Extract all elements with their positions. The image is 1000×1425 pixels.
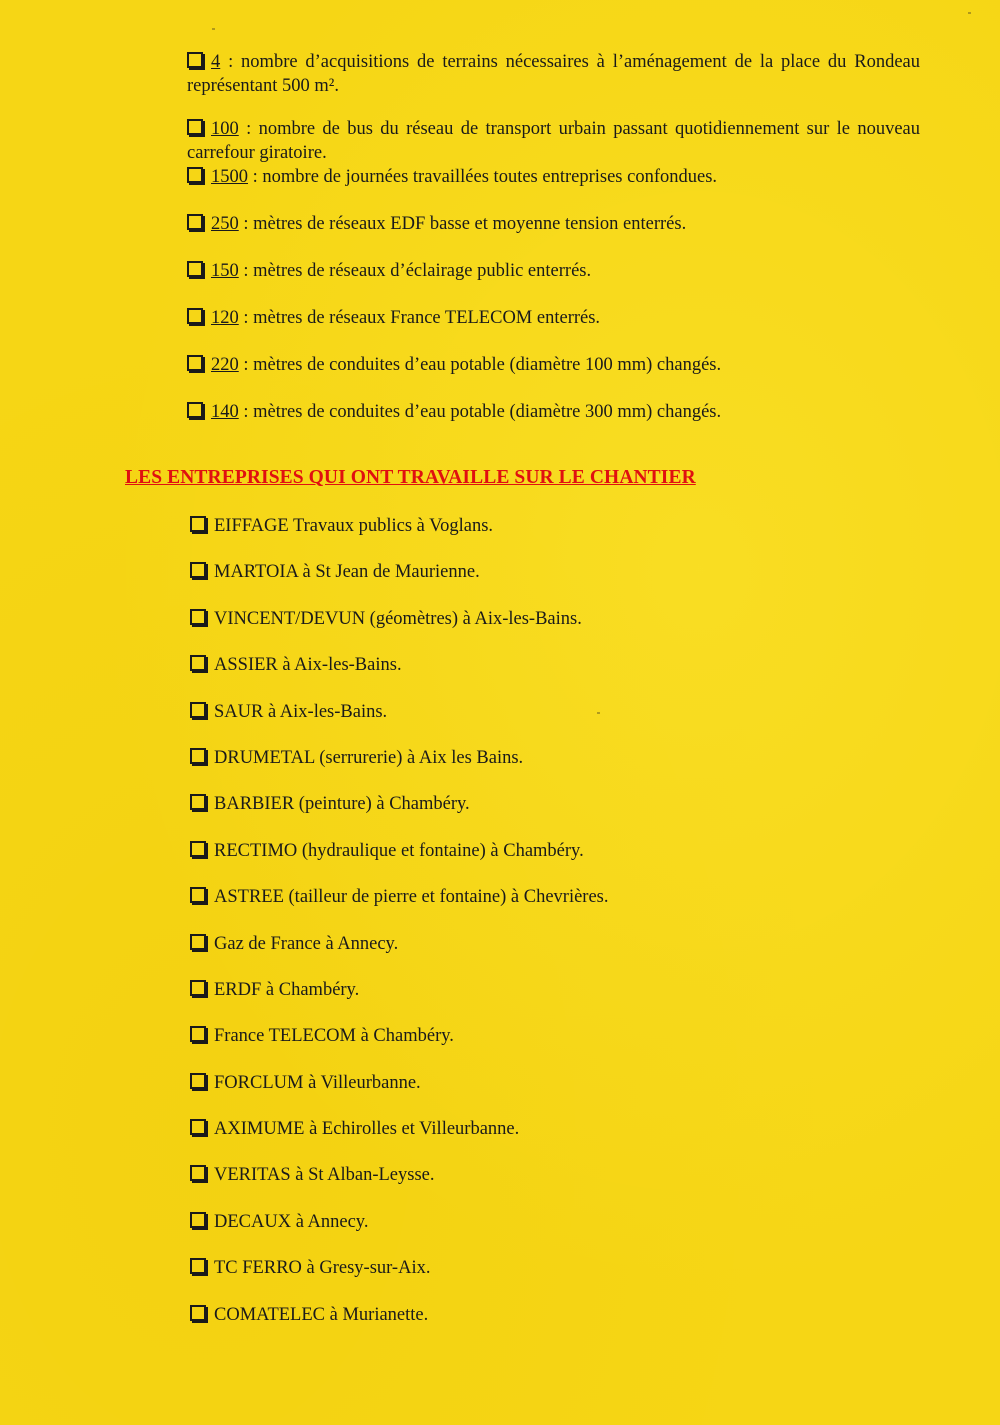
- checkbox-icon: [187, 167, 203, 183]
- company-text: France TELECOM à Chambéry.: [214, 1026, 454, 1047]
- checkbox-icon: [187, 52, 203, 68]
- stat-item: [187, 259, 920, 283]
- checkbox-icon: [190, 516, 206, 532]
- checkbox-icon: [190, 980, 206, 996]
- checkbox-icon: [190, 1165, 206, 1181]
- stat-number: 100: [211, 119, 239, 139]
- stat-text: : mètres de réseaux France TELECOM enterrés.: [238, 308, 601, 328]
- company-text: RECTIMO (hydraulique et fontaine) à Chambéry.: [214, 840, 584, 861]
- paper-speck: [212, 28, 215, 30]
- company-item: [190, 1071, 609, 1117]
- stat-number: 220: [211, 355, 239, 375]
- stat-number: 1500: [211, 167, 248, 187]
- company-text: ASSIER à Aix-les-Bains.: [214, 655, 402, 676]
- company-item: [190, 792, 609, 838]
- stat-text: : nombre d’acquisitions de terrains nécessaires à l’aménagement de la place du Rondeau représentant 500 m².: [187, 52, 920, 96]
- checkbox-icon: [187, 355, 203, 371]
- company-text: COMATELEC à Murianette.: [214, 1304, 429, 1325]
- section-heading: LES ENTREPRISES QUI ONT TRAVAILLE SUR LE CHANTIER: [125, 467, 696, 488]
- company-text: TC FERRO à Gresy-sur-Aix.: [214, 1258, 431, 1279]
- company-item: [190, 1256, 609, 1302]
- stat-number: 4: [211, 52, 221, 72]
- company-item: [190, 1117, 609, 1163]
- checkbox-icon: [190, 1026, 206, 1042]
- stat-number: 120: [211, 308, 239, 328]
- stat-item: [187, 353, 920, 377]
- company-text: VERITAS à St Alban-Leysse.: [214, 1165, 435, 1186]
- company-text: FORCLUM à Villeurbanne.: [214, 1072, 421, 1093]
- stat-text: : mètres de conduites d’eau potable (diamètre 100 mm) changés.: [238, 355, 722, 375]
- checkbox-icon: [187, 308, 203, 324]
- company-item: [190, 514, 609, 560]
- company-text: DECAUX à Annecy.: [214, 1211, 369, 1232]
- checkbox-icon: [190, 1119, 206, 1135]
- checkbox-icon: [190, 934, 206, 950]
- company-item: [190, 607, 609, 653]
- company-text: ERDF à Chambéry.: [214, 979, 360, 1000]
- checkbox-icon: [190, 1073, 206, 1089]
- company-text: AXIMUME à Echirolles et Villeurbanne.: [214, 1119, 520, 1140]
- stat-item: [187, 50, 920, 98]
- checkbox-icon: [190, 702, 206, 718]
- company-text: EIFFAGE Travaux publics à Voglans.: [214, 516, 494, 536]
- company-item: [190, 700, 609, 746]
- company-item: [190, 978, 609, 1024]
- checkbox-icon: [190, 841, 206, 857]
- checkbox-icon: [187, 119, 203, 135]
- stat-item: [187, 400, 920, 424]
- checkbox-icon: [190, 562, 206, 578]
- company-text: MARTOIA à St Jean de Maurienne.: [214, 562, 480, 583]
- stat-text: : mètres de réseaux EDF basse et moyenne tension enterrés.: [238, 214, 687, 234]
- company-text: VINCENT/DEVUN (géomètres) à Aix-les-Bains.: [214, 608, 582, 629]
- companies-list: [190, 514, 609, 1349]
- company-item: [190, 653, 609, 699]
- company-item: [190, 1163, 609, 1209]
- stat-number: 150: [211, 261, 239, 281]
- checkbox-icon: [190, 655, 206, 671]
- stat-text: : nombre de bus du réseau de transport urbain passant quotidiennement sur le nouveau carrefour giratoire.: [187, 119, 920, 163]
- company-item: [190, 932, 609, 978]
- checkbox-icon: [190, 1305, 206, 1321]
- company-text: Gaz de France à Annecy.: [214, 933, 399, 954]
- stat-text: : mètres de conduites d’eau potable (diamètre 300 mm) changés.: [238, 402, 722, 422]
- paper-speck: [968, 12, 971, 14]
- checkbox-icon: [190, 609, 206, 625]
- stat-item: [187, 306, 920, 330]
- company-item: [190, 885, 609, 931]
- company-item: [190, 560, 609, 606]
- stat-item: [187, 212, 920, 236]
- checkbox-icon: [187, 261, 203, 277]
- checkbox-icon: [190, 794, 206, 810]
- stat-text: : mètres de réseaux d’éclairage public enterrés.: [238, 261, 592, 281]
- checkbox-icon: [190, 1212, 206, 1228]
- company-text: DRUMETAL (serrurerie) à Aix les Bains.: [214, 747, 524, 768]
- stat-text: : nombre de journées travaillées toutes entreprises confondues.: [248, 167, 718, 187]
- checkbox-icon: [187, 214, 203, 230]
- stat-number: 250: [211, 214, 239, 234]
- company-text: ASTREE (tailleur de pierre et fontaine) à Chevrières.: [214, 887, 609, 908]
- stat-item: [187, 117, 920, 165]
- checkbox-icon: [187, 402, 203, 418]
- company-item: [190, 1024, 609, 1070]
- company-item: [190, 839, 609, 885]
- statistics-list: [187, 50, 920, 424]
- stat-number: 140: [211, 402, 239, 422]
- company-item: [190, 1303, 609, 1349]
- company-text: BARBIER (peinture) à Chambéry.: [214, 794, 470, 815]
- checkbox-icon: [190, 887, 206, 903]
- company-item: [190, 1210, 609, 1256]
- paper-speck: [597, 712, 600, 714]
- company-text: SAUR à Aix-les-Bains.: [214, 701, 388, 722]
- company-item: [190, 746, 609, 792]
- stat-item: [187, 165, 920, 189]
- checkbox-icon: [190, 748, 206, 764]
- checkbox-icon: [190, 1258, 206, 1274]
